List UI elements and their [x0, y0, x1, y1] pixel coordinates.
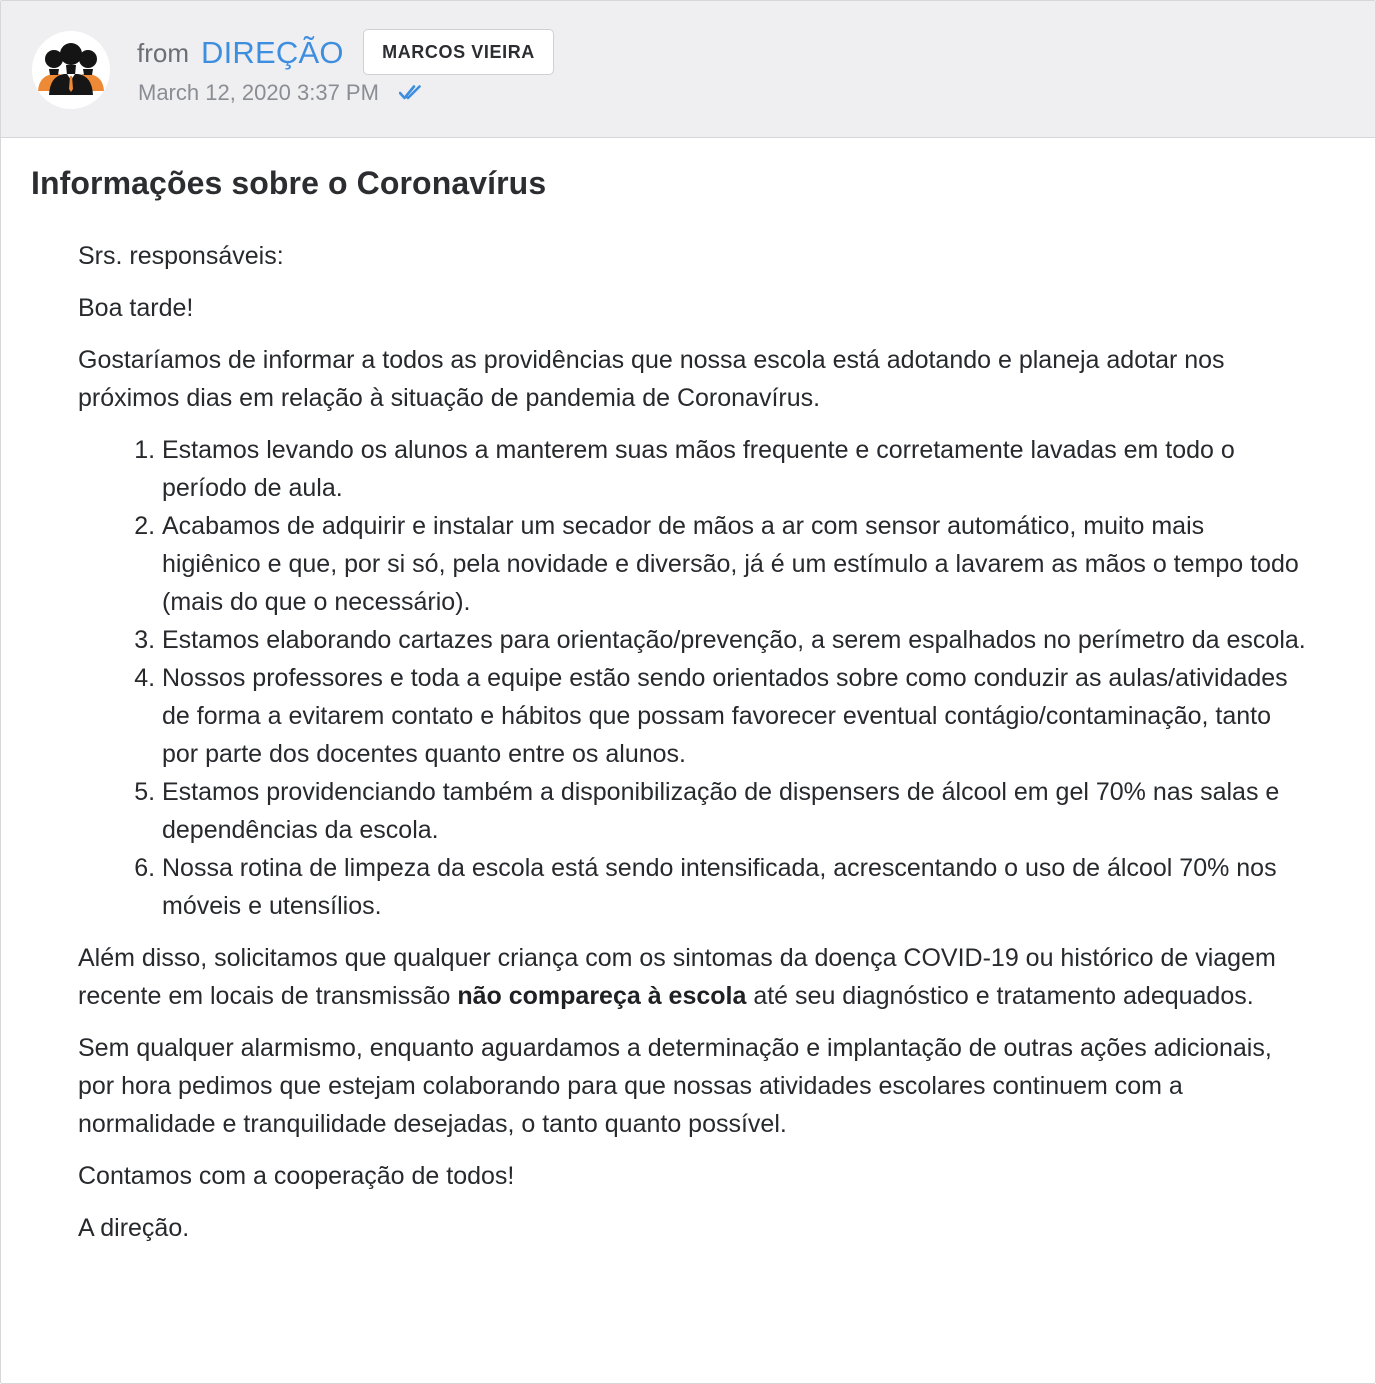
message-header: [1, 1, 1375, 138]
greeting: Srs. responsáveis:: [78, 242, 284, 270]
list-item: 5. Estamos providenciando também a disponibilização de dispensers de álcool em gel 70% nas salas e dependências da escola.: [162, 773, 1306, 849]
list-item: 6. Nossa rotina de limpeza da escola está sendo intensificada, acrescentando o uso de álcool 70% nos móveis e utensílios.: [162, 849, 1306, 925]
message-body: [78, 237, 1306, 1261]
closing-paragraph: Sem qualquer alarmismo, enquanto aguardamos a determinação e implantação de outras ações adicionais, por hora pedimos que estejam colaborando para que nossas atividades escolares continuem com a normalidade e tranquilidade desejadas, o tanto quanto possível.: [78, 1034, 1272, 1138]
double-check-icon: [399, 82, 421, 104]
date-line: [138, 77, 421, 109]
list-item: 4. Nossos professores e toda a equipe estão sendo orientados sobre como conduzir as aulas/atividades de forma a evitarem contato e hábitos que possam favorecer eventual contágio/contaminação, tanto por parte dos docentes quanto entre os alunos.: [162, 659, 1306, 773]
request-text-end: até seu diagnóstico e tratamento adequados.: [746, 982, 1254, 1010]
request-paragraph: [78, 939, 1306, 1015]
message-title: Informações sobre o Coronavírus: [31, 165, 547, 201]
sent-date: March 12, 2020 3:37 PM: [138, 80, 379, 105]
list-item: 1. Estamos levando os alunos a manterem suas mãos frequente e corretamente lavadas em todo o período de aula.: [162, 431, 1306, 507]
signature: A direção.: [78, 1214, 190, 1242]
thanks-line: Contamos com a cooperação de todos!: [78, 1162, 515, 1190]
list-item: 3. Estamos elaborando cartazes para orientação/prevenção, a serem espalhados no perímetro da escola.: [162, 621, 1306, 659]
author-badge[interactable]: MARCOS VIEIRA: [363, 29, 554, 75]
intro-paragraph: Gostaríamos de informar a todos as providências que nossa escola está adotando e planeja adotar nos próximos dias em relação à situação de pandemia de Coronavírus.: [78, 346, 1225, 412]
measures-list: [78, 431, 1306, 925]
group-people-icon: [32, 31, 110, 109]
sender-avatar[interactable]: [32, 31, 110, 109]
from-line: [137, 31, 344, 75]
salutation: Boa tarde!: [78, 294, 194, 322]
request-text-start: Além disso, solicitamos que qualquer criança com os sintomas da doença COVID-19 ou histórico de viagem recente em locais de transmissão: [78, 944, 1276, 1010]
from-label: from: [137, 37, 189, 68]
request-emphasis: não compareça à escola: [457, 982, 747, 1010]
sender-name-link[interactable]: DIREÇÃO: [201, 35, 344, 70]
list-item: 2. Acabamos de adquirir e instalar um secador de mãos a ar com sensor automático, muito mais higiênico e que, por si só, pela novidade e diversão, já é um estímulo a lavarem as mãos o tempo todo (mais do que o necessário).: [162, 507, 1306, 621]
